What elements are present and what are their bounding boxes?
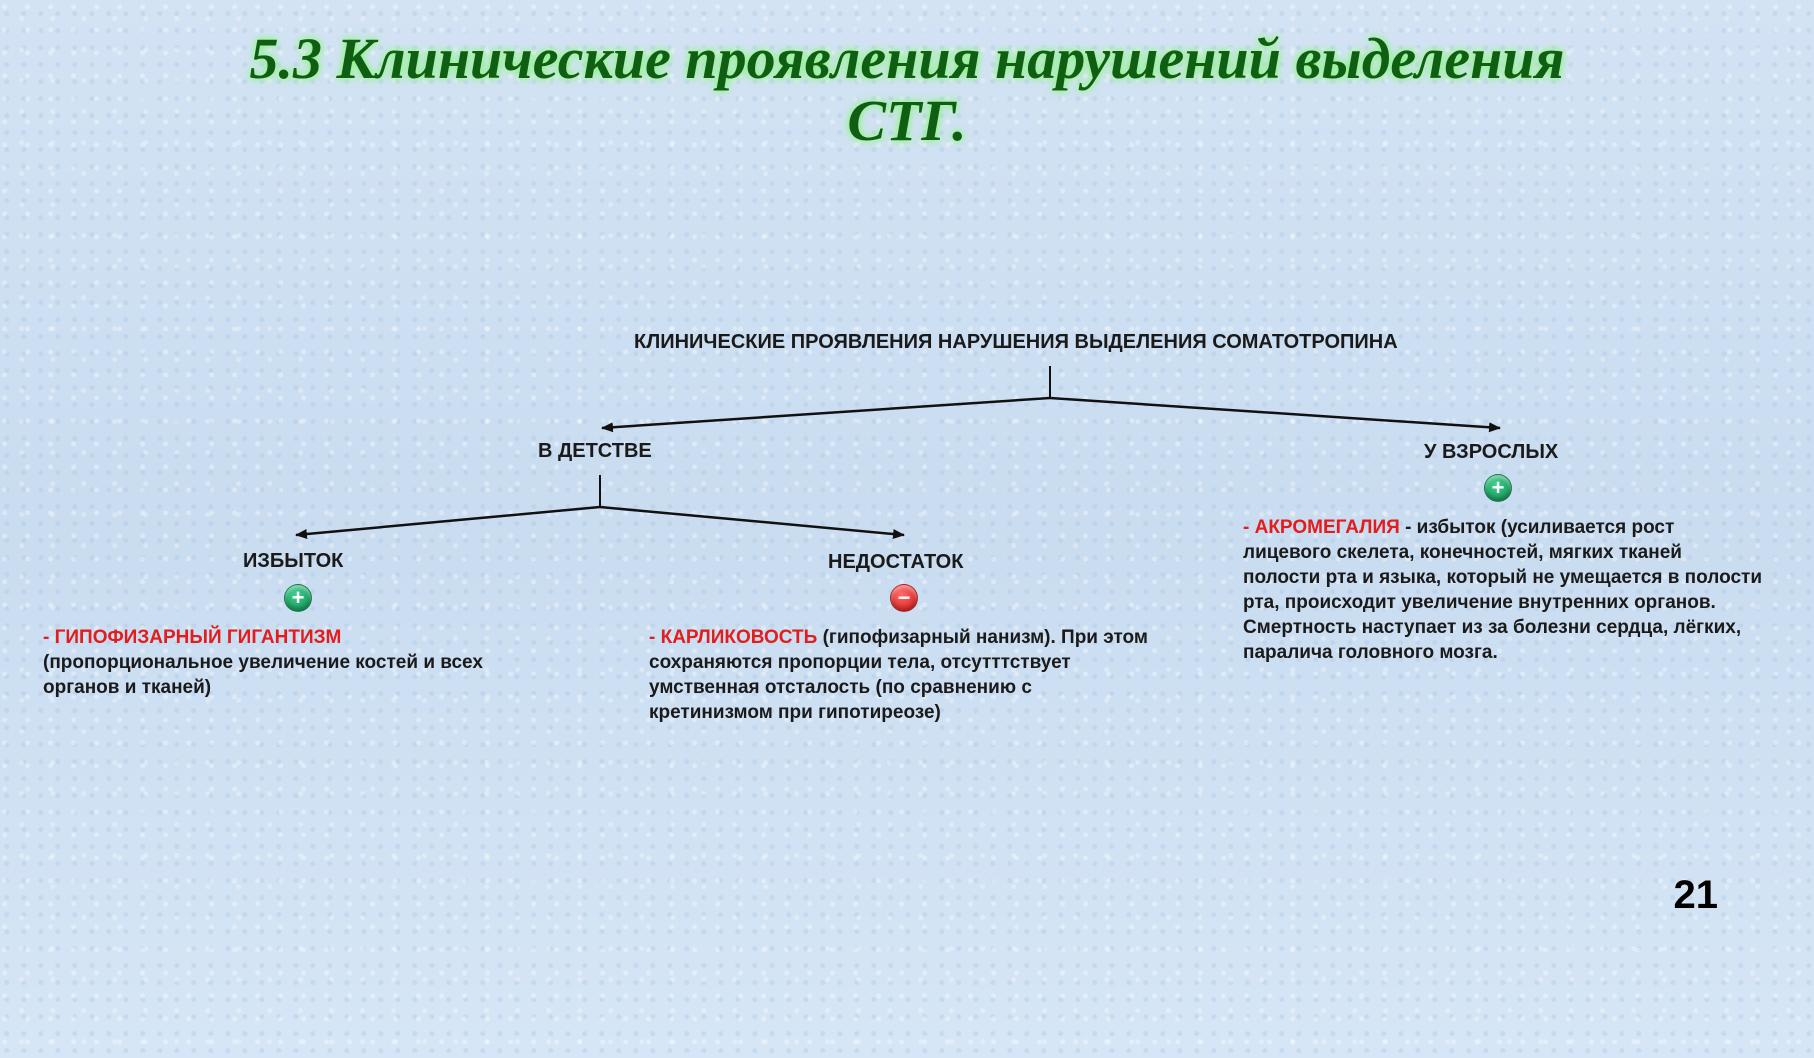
deficiency-term: - КАРЛИКОВОСТЬ [649,627,818,648]
excess-text: (пропорциональное увеличение костей и всех органов и тканей) [43,652,483,698]
arrow-to-childhood [602,398,1050,428]
adults-node: У ВЗРОСЛЫХ [1424,441,1559,463]
arrow-to-adults [1050,398,1500,428]
arrow-to-deficiency [600,507,904,535]
adults-term: - АКРОМЕГАЛИЯ [1243,517,1400,538]
plus-circle-icon: + [284,584,312,612]
deficiency-description [649,625,1149,725]
root-node: КЛИНИЧЕСКИЕ ПРОЯВЛЕНИЯ НАРУШЕНИЯ ВЫДЕЛЕНИЯ СОМАТОТРОПИНА [634,331,1398,353]
plus-circle-icon: + [1484,474,1512,502]
childhood-node: В ДЕТСТВЕ [538,440,652,462]
excess-node: ИЗБЫТОК [243,550,344,572]
excess-description [43,625,563,700]
arrow-to-excess [296,507,600,535]
page-number: 21 [1673,873,1718,917]
deficiency-text: (гипофизарный нанизм). При этом сохраняются пропорции тела, отсутттствует умственная отсталость (по сравнению с кретинизмом при гипотиреозе) [649,627,1148,723]
adults-text: - избыток (усиливается рост лицевого скелета, конечностей, мягких тканей полости рта и языка, который не умещается в полости рта, происходит увеличение внутренних органов. Смертность наступает из за болезни сердца, лёгких, паралича головного мозга. [1243,517,1763,663]
slide-title-line-2: СТГ. [847,88,967,153]
minus-circle-icon: − [890,584,918,612]
deficiency-node: НЕДОСТАТОК [828,551,964,573]
slide-title-line-1: 5.3 Клинические проявления нарушений выделения [249,26,1565,91]
excess-term: - ГИПОФИЗАРНЫЙ ГИГАНТИЗМ [43,627,342,648]
adults-description [1243,515,1763,665]
